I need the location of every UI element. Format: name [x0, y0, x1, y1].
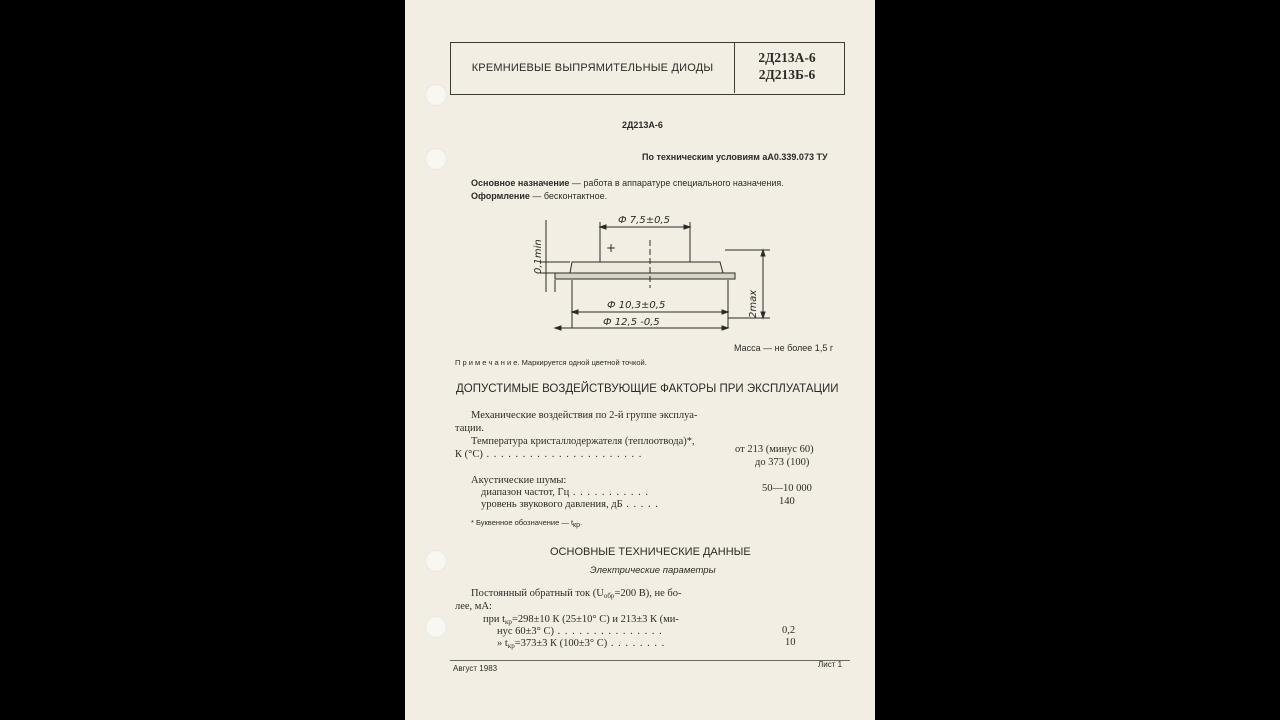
diode-drawing [530, 210, 780, 345]
temp-line-2: К (°С) . . . . . . . . . . . . . . . . . . . . . . [455, 449, 643, 460]
diode-base [555, 273, 735, 279]
arrowhead [600, 225, 606, 229]
design-line [471, 191, 607, 201]
footer-divider [450, 660, 850, 661]
tech-title: ОСНОВНЫЕ ТЕХНИЧЕСКИЕ ДАННЫЕ [550, 546, 751, 558]
purpose-text: — работа в аппаратуре специального назначения. [569, 178, 784, 188]
design-text: — бесконтактное. [529, 191, 608, 201]
level-value: 140 [779, 496, 795, 507]
factors-title: ДОПУСТИМЫЕ ВОЗДЕЙСТВУЮЩИЕ ФАКТОРЫ ПРИ ЭКСПЛУАТАЦИИ [456, 383, 839, 395]
arrowhead [761, 250, 765, 256]
binder-hole [425, 84, 447, 106]
temp-value-1: от 213 (минус 60) [735, 444, 814, 455]
footer-sheet: Лист 1 [818, 660, 843, 669]
condition-value-2: 10 [785, 637, 796, 648]
mech-line-2: тации. [455, 423, 484, 434]
condition-line-1: при $t_{кр}=298\pm 10$ К (25±10° С) и 213±3 К (ми- [483, 614, 679, 626]
binder-hole [425, 148, 447, 170]
condition-line-3: » $t_{кр}=373\pm 3$ К (100±3° С) . . . . . . . . [497, 638, 666, 650]
dim-mid-label: Ф 10,3±0,5 [607, 300, 666, 311]
arrowhead [684, 225, 690, 229]
dim-left-label: 0,1min [533, 239, 544, 274]
arrowhead [572, 310, 578, 314]
reverse-current-line-2: лее, мА: [455, 601, 492, 612]
note: П р и м е ч а н и е. Маркируется одной цветной точкой. [455, 358, 647, 367]
noise-title: Акустические шумы: [471, 475, 567, 486]
temp-value-2: до 373 (100) [755, 457, 810, 468]
purpose-line [471, 178, 784, 188]
footnote: * Буквенное обозначение — tкр. [471, 518, 583, 529]
elec-title: Электрические параметры [590, 565, 716, 576]
arrowhead [722, 310, 728, 314]
footer-date: Август 1983 [453, 664, 498, 673]
model-a: 2Д213А-6 [758, 50, 816, 65]
header-box [450, 42, 845, 95]
purpose-label: Основное назначение [471, 178, 570, 188]
freq-label: диапазон частот, Гц . . . . . . . . . . . [481, 487, 649, 498]
model-b: 2Д213Б-6 [758, 67, 816, 82]
binder-hole [425, 616, 447, 638]
document-page [405, 0, 875, 720]
dim-right-label: 2max [748, 289, 759, 318]
level-label: уровень звукового давления, дБ . . . . . [481, 499, 659, 510]
diode-crystal [570, 262, 723, 273]
design-label: Оформление [471, 191, 530, 201]
mass: Масса — не более 1,5 г [734, 343, 834, 353]
mech-line-1: Механические воздействия по 2-й группе эксплуа- [471, 410, 698, 421]
subtitle: 2Д213А-6 [622, 120, 663, 130]
dim-bottom-label: Ф 12,5 -0,5 [603, 317, 660, 328]
reverse-current-line-1: Постоянный обратный ток ($U_{обр}=200$ В), не бо- [471, 588, 682, 600]
tech-conditions: По техническим условиям аА0.339.073 ТУ [642, 152, 828, 162]
binder-hole [425, 550, 447, 572]
polarity-plus: + [606, 241, 617, 255]
condition-value-1: 0,2 [782, 625, 796, 636]
temp-line-1: Температура кристаллодержателя (теплоотвода)*, [471, 436, 695, 447]
header-title: КРЕМНИЕВЫЕ ВЫПРЯМИТЕЛЬНЫЕ ДИОДЫ [451, 43, 735, 93]
dim-top-label: Ф 7,5±0,5 [618, 215, 670, 226]
arrowhead [761, 312, 765, 318]
arrowhead [722, 326, 728, 330]
header-models [737, 49, 837, 83]
condition-line-2: нус 60±3° С) . . . . . . . . . . . . . . . [497, 626, 663, 637]
arrowhead [555, 326, 561, 330]
freq-value: 50—10 000 [762, 483, 812, 494]
